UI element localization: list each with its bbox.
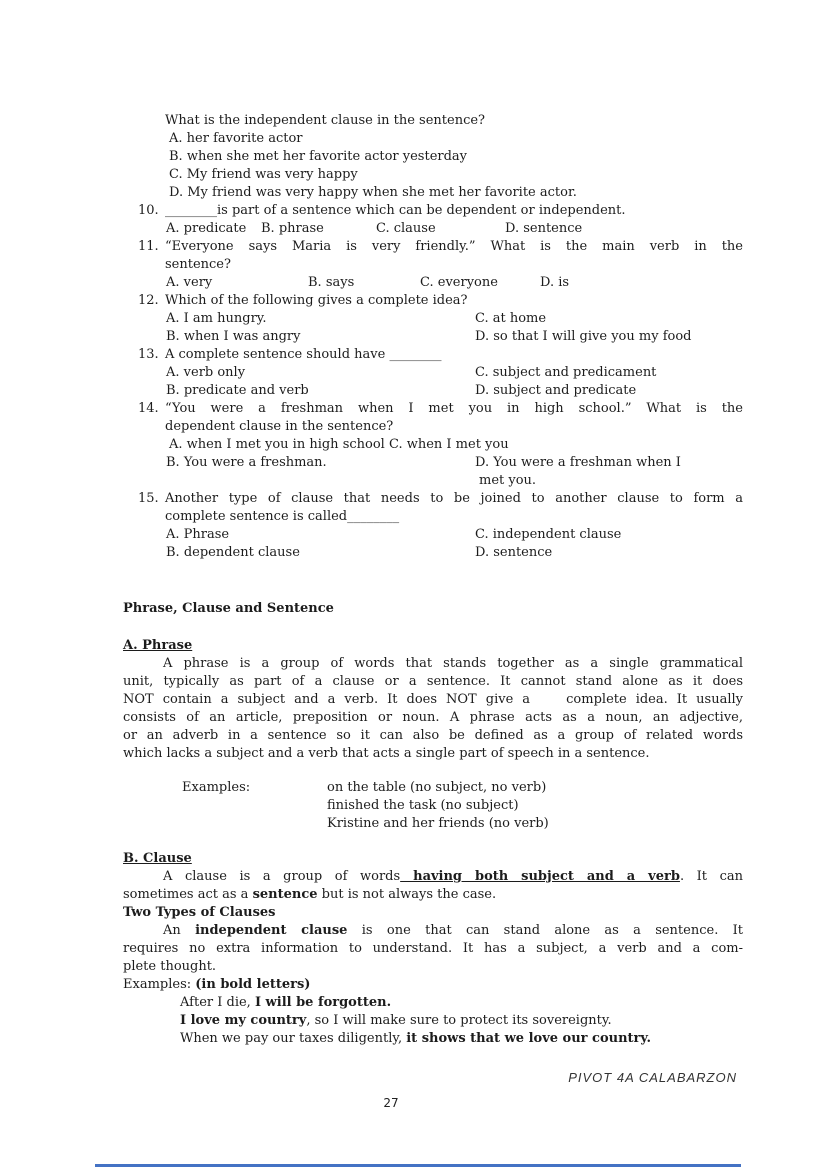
question-number: 10.	[138, 203, 159, 218]
option-c: C. independent clause	[475, 527, 622, 542]
text-run: , so I will make sure to protect its sovereignty.	[306, 1013, 612, 1028]
paragraph-line: consists of an article, preposition or noun. A phrase acts as a noun, an adjective,	[123, 710, 743, 725]
text-run: but is not always the case.	[317, 887, 497, 902]
options-a-c: A. when I met you in high school C. when I met you	[169, 437, 509, 452]
bold-run: I love my country	[180, 1013, 307, 1028]
option-d-continuation-row	[123, 472, 743, 490]
page-content	[123, 112, 743, 1048]
example-item: finished the task (no subject)	[327, 798, 519, 813]
text-run: . It can	[679, 869, 743, 884]
paragraph-line: A phrase is a group of words that stands together as a single grammatical	[163, 656, 743, 671]
option-d: D. You were a freshman when I	[475, 455, 681, 470]
phrase-heading: A. Phrase	[123, 638, 193, 653]
options-row	[123, 328, 743, 346]
option-c: C. everyone	[420, 275, 498, 290]
paragraph-line: which lacks a subject and a verb that acts a single part of speech in a sentence.	[123, 746, 650, 761]
bold-run: (in bold letters)	[195, 977, 311, 992]
options-row	[123, 454, 743, 472]
option-b: B. phrase	[261, 221, 324, 236]
example-item: Kristine and her friends (no verb)	[327, 816, 549, 831]
options-row	[123, 364, 743, 382]
option-c: C. subject and predicament	[475, 365, 657, 380]
bold-run: independent clause	[195, 923, 348, 938]
question-stem-line2: complete sentence is called________	[165, 509, 400, 524]
example-row	[123, 797, 743, 815]
phrase-paragraph	[123, 655, 743, 763]
options-row	[123, 274, 743, 292]
question-number: 12.	[138, 293, 159, 308]
phrase-examples	[123, 779, 743, 833]
option-b: B. You were a freshman.	[166, 455, 327, 470]
quiz-question-11	[123, 238, 743, 292]
example-sentence	[123, 1030, 743, 1048]
option-a: A. Phrase	[166, 527, 230, 542]
question-number: 11.	[138, 239, 159, 254]
text-run: An	[163, 923, 196, 938]
paragraph-line: or an adverb in a sentence so it can also be defined as a group of related words	[123, 728, 743, 743]
example-row	[123, 815, 743, 833]
page-number: 27	[383, 1096, 399, 1110]
option-a: A. very	[166, 275, 213, 290]
clause-heading: B. Clause	[123, 851, 192, 866]
example-item: on the table (no subject, no verb)	[327, 780, 547, 795]
option-d: D. sentence	[475, 545, 553, 560]
option-d: D. My friend was very happy when she met her favorite actor.	[169, 185, 577, 200]
text-run: Examples:	[123, 977, 196, 992]
question-stem-line2: sentence?	[165, 257, 231, 272]
independent-clause-line1	[123, 922, 743, 940]
option-d: D. sentence	[505, 221, 583, 236]
question-number: 15.	[138, 491, 159, 506]
text-run: A clause is a group of words	[163, 869, 401, 884]
option-a: A. her favorite actor	[169, 131, 303, 146]
question-stem: A complete sentence should have ________	[165, 347, 442, 362]
independent-clause-line3: plete thought.	[123, 959, 217, 974]
options-row	[123, 526, 743, 544]
paragraph-line: NOT contain a subject and a verb. It does NOT give a complete idea. It usually	[123, 692, 743, 707]
footer-accent-rule	[95, 1164, 741, 1167]
bold-run: sentence	[252, 887, 318, 902]
text-run: After I die,	[180, 995, 255, 1010]
question-stem: ________is part of a sentence which can be dependent or independent.	[165, 203, 626, 218]
clause-definition-line1	[123, 868, 743, 886]
option-c: C. My friend was very happy	[169, 167, 358, 182]
options-row	[123, 544, 743, 562]
example-sentence	[123, 994, 743, 1012]
question-stem-line1: “Everyone says Maria is very friendly.” What is the main verb in the	[165, 239, 743, 254]
option-a: A. verb only	[166, 365, 246, 380]
question-stem-line2: dependent clause in the sentence?	[165, 419, 394, 434]
options-row	[123, 310, 743, 328]
option-d: D. is	[540, 275, 570, 290]
quiz-question-12	[123, 292, 743, 346]
section-title: Phrase, Clause and Sentence	[123, 601, 334, 616]
question-number: 13.	[138, 347, 159, 362]
independent-clause-line2: requires no extra information to understand. It has a subject, a verb and a com-	[123, 941, 743, 956]
option-d: D. subject and predicate	[475, 383, 637, 398]
options-row	[123, 382, 743, 400]
quiz-question-15	[123, 490, 743, 562]
examples-label-line	[123, 976, 743, 994]
quiz-question-13	[123, 346, 743, 400]
example-row	[123, 779, 743, 797]
quiz-question-10	[123, 202, 743, 238]
option-b: B. when she met her favorite actor yesterday	[169, 149, 468, 164]
option-b: B. dependent clause	[166, 545, 300, 560]
bold-underlined-run: having both subject and a verb	[400, 869, 680, 884]
question-stem-line1: Another type of clause that needs to be joined to another clause to form a	[165, 491, 743, 506]
question-stem-line1: “You were a freshman when I met you in high school.” What is the	[165, 401, 743, 416]
example-sentence	[123, 1012, 743, 1030]
question-stem: What is the independent clause in the sentence?	[165, 113, 486, 128]
option-b: B. when I was angry	[166, 329, 301, 344]
paragraph-line: unit, typically as part of a clause or a sentence. It cannot stand alone as it does	[123, 674, 743, 689]
option-c: C. clause	[376, 221, 436, 236]
option-c: C. at home	[475, 311, 547, 326]
options-row	[123, 220, 743, 238]
bold-run: it shows that we love our country.	[406, 1031, 651, 1046]
option-d: D. so that I will give you my food	[475, 329, 692, 344]
option-a: A. predicate	[166, 221, 247, 236]
clause-definition-line2	[123, 886, 743, 904]
option-a: A. I am hungry.	[166, 311, 267, 326]
clause-paragraph	[123, 868, 743, 1048]
text-run: is one that can stand alone as a sentence. It	[347, 923, 743, 938]
footer-brand: PIVOT 4A CALABARZON	[568, 1070, 737, 1085]
text-run: When we pay our taxes diligently,	[180, 1031, 407, 1046]
question-stem: Which of the following gives a complete idea?	[165, 293, 468, 308]
question-number: 14.	[138, 401, 159, 416]
examples-label: Examples:	[182, 780, 251, 795]
option-b: B. predicate and verb	[166, 383, 309, 398]
bold-run: I will be forgotten.	[254, 995, 392, 1010]
quiz-question-9	[123, 112, 743, 202]
option-d-continuation: met you.	[479, 473, 537, 488]
quiz-question-14	[123, 400, 743, 490]
two-types-heading: Two Types of Clauses	[123, 905, 276, 920]
option-b: B. says	[308, 275, 355, 290]
text-run: sometimes act as a	[123, 887, 253, 902]
